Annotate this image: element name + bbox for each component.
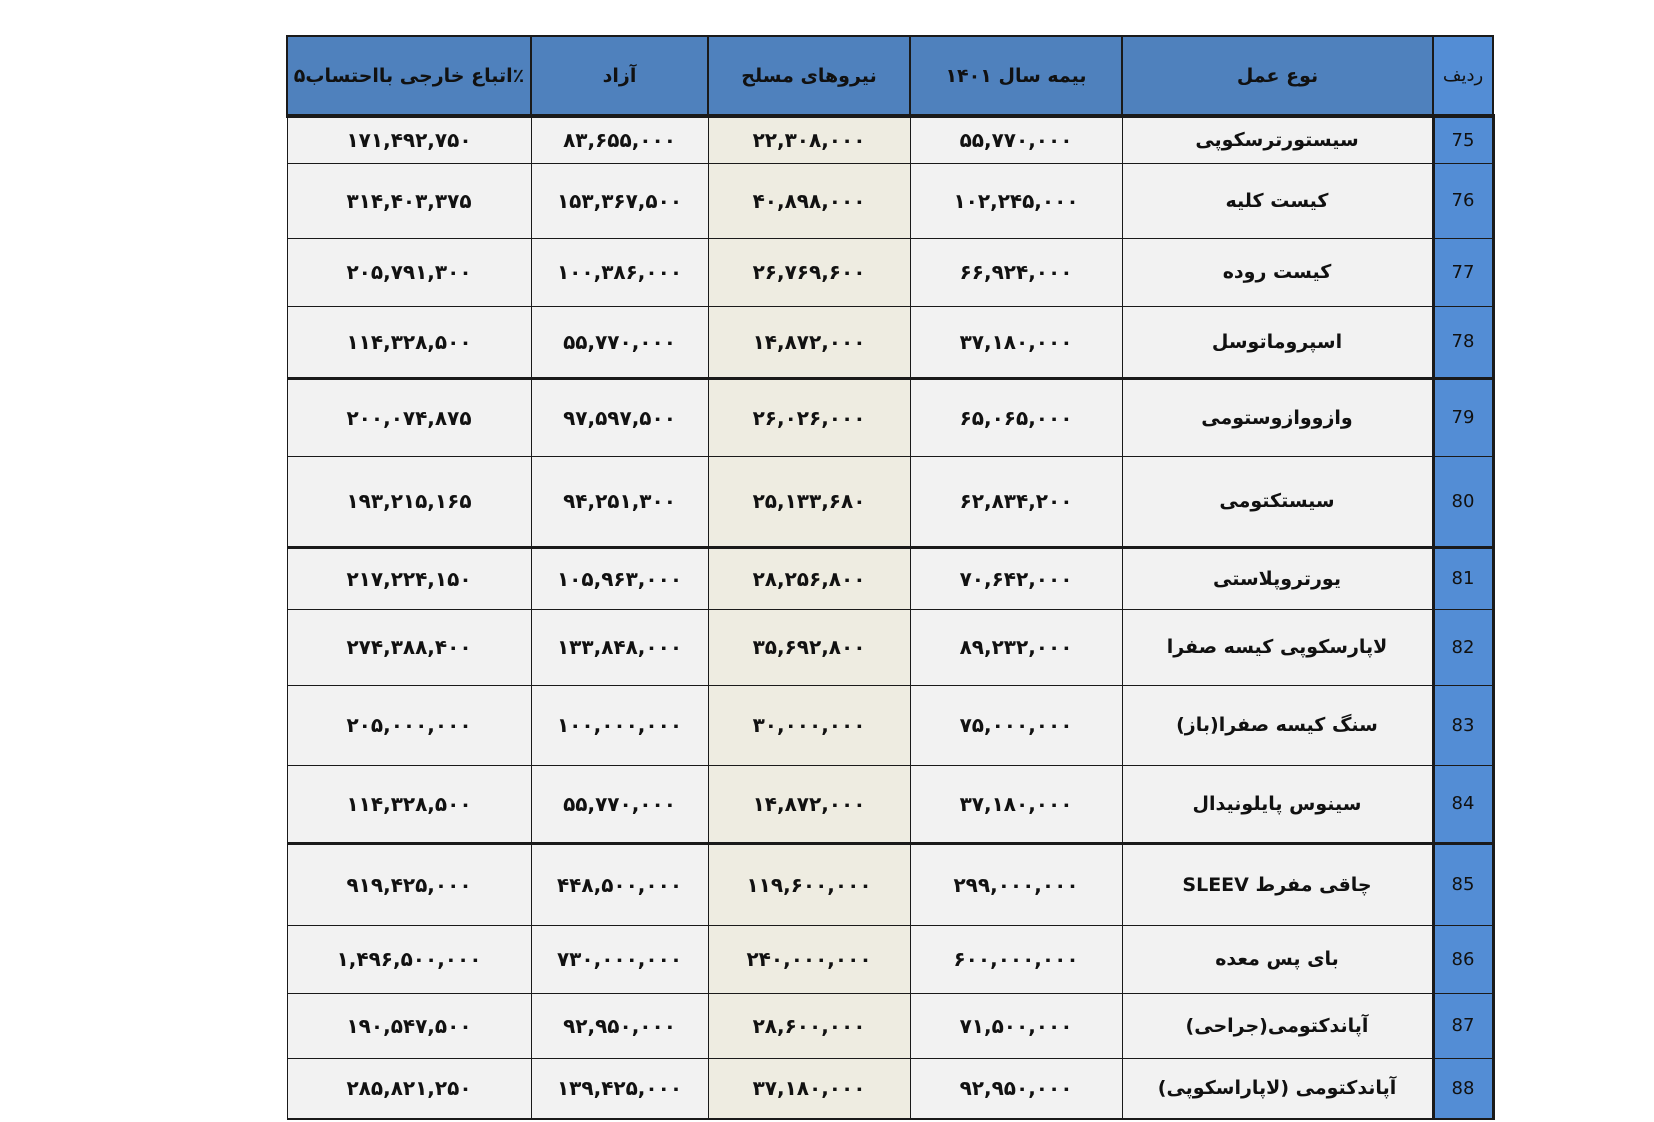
table-row <box>287 456 1493 547</box>
cell-row-no: 75 <box>1433 116 1493 163</box>
cell-foreign: ۱,۴۹۶,۵۰۰,۰۰۰ <box>287 925 531 993</box>
cell-procedure: سنگ کیسه صفرا(باز) <box>1122 685 1433 765</box>
cell-military: ۲۵,۱۳۳,۶۸۰ <box>708 456 910 547</box>
cell-free: ۱۰۰,۰۰۰,۰۰۰ <box>531 685 708 765</box>
cell-insurance: ۸۹,۲۳۲,۰۰۰ <box>910 609 1122 685</box>
cell-insurance: ۷۰,۶۴۲,۰۰۰ <box>910 547 1122 609</box>
cell-procedure: سینوس پایلونیدال <box>1122 765 1433 843</box>
cell-procedure: سیستکتومی <box>1122 456 1433 547</box>
table-row <box>287 116 1493 163</box>
cell-row-no: 84 <box>1433 765 1493 843</box>
cell-foreign: ۲۰۵,۰۰۰,۰۰۰ <box>287 685 531 765</box>
cell-foreign: ۱۹۳,۲۱۵,۱۶۵ <box>287 456 531 547</box>
cell-foreign: ۱۹۰,۵۴۷,۵۰۰ <box>287 993 531 1058</box>
cell-military: ۲۶,۰۲۶,۰۰۰ <box>708 378 910 456</box>
header-procedure: نوع عمل <box>1122 36 1433 116</box>
table-row <box>287 547 1493 609</box>
cell-military: ۲۶,۷۶۹,۶۰۰ <box>708 238 910 306</box>
cell-foreign: ۱۱۴,۳۲۸,۵۰۰ <box>287 765 531 843</box>
cell-foreign: ۱۱۴,۳۲۸,۵۰۰ <box>287 306 531 378</box>
cell-foreign: ۲۱۷,۲۲۴,۱۵۰ <box>287 547 531 609</box>
cell-insurance: ۳۷,۱۸۰,۰۰۰ <box>910 765 1122 843</box>
cell-row-no: 82 <box>1433 609 1493 685</box>
cell-row-no: 77 <box>1433 238 1493 306</box>
cell-procedure: وازووازوستومی <box>1122 378 1433 456</box>
cell-free: ۴۴۸,۵۰۰,۰۰۰ <box>531 843 708 925</box>
cell-procedure: بای پس معده <box>1122 925 1433 993</box>
cell-military: ۳۰,۰۰۰,۰۰۰ <box>708 685 910 765</box>
cell-foreign: ۲۰۰,۰۷۴,۸۷۵ <box>287 378 531 456</box>
cell-free: ۱۵۳,۳۶۷,۵۰۰ <box>531 163 708 238</box>
table-row <box>287 609 1493 685</box>
cell-row-no: 81 <box>1433 547 1493 609</box>
cell-procedure: آپاندکتومی (لاپاراسکوپی) <box>1122 1058 1433 1119</box>
cell-free: ۱۰۰,۳۸۶,۰۰۰ <box>531 238 708 306</box>
cell-row-no: 80 <box>1433 456 1493 547</box>
cell-insurance: ۵۵,۷۷۰,۰۰۰ <box>910 116 1122 163</box>
cell-procedure: سیستورترسکوپی <box>1122 116 1433 163</box>
cell-military: ۴۰,۸۹۸,۰۰۰ <box>708 163 910 238</box>
cell-foreign: ۱۷۱,۴۹۲,۷۵۰ <box>287 116 531 163</box>
cell-insurance: ۷۱,۵۰۰,۰۰۰ <box>910 993 1122 1058</box>
table-row <box>287 1058 1493 1119</box>
tariff-table <box>286 35 1495 1120</box>
cell-foreign: ۳۱۴,۴۰۳,۳۷۵ <box>287 163 531 238</box>
cell-procedure: کیست کلیه <box>1122 163 1433 238</box>
header-row <box>287 36 1493 116</box>
cell-free: ۹۲,۹۵۰,۰۰۰ <box>531 993 708 1058</box>
cell-military: ۱۴,۸۷۲,۰۰۰ <box>708 306 910 378</box>
cell-row-no: 78 <box>1433 306 1493 378</box>
cell-procedure: چاقی مفرط SLEEV <box>1122 843 1433 925</box>
cell-free: ۱۳۳,۸۴۸,۰۰۰ <box>531 609 708 685</box>
cell-foreign: ۹۱۹,۴۲۵,۰۰۰ <box>287 843 531 925</box>
table-row <box>287 378 1493 456</box>
cell-row-no: 85 <box>1433 843 1493 925</box>
cell-free: ۵۵,۷۷۰,۰۰۰ <box>531 306 708 378</box>
cell-foreign: ۲۰۵,۷۹۱,۳۰۰ <box>287 238 531 306</box>
cell-free: ۱۰۵,۹۶۳,۰۰۰ <box>531 547 708 609</box>
cell-procedure: لاپارسکوپی کیسه صفرا <box>1122 609 1433 685</box>
cell-insurance: ۲۹۹,۰۰۰,۰۰۰ <box>910 843 1122 925</box>
table-row <box>287 765 1493 843</box>
cell-military: ۱۴,۸۷۲,۰۰۰ <box>708 765 910 843</box>
cell-military: ۳۵,۶۹۲,۸۰۰ <box>708 609 910 685</box>
cell-row-no: 87 <box>1433 993 1493 1058</box>
cell-insurance: ۳۷,۱۸۰,۰۰۰ <box>910 306 1122 378</box>
cell-row-no: 86 <box>1433 925 1493 993</box>
cell-procedure: یورتروپلاستی <box>1122 547 1433 609</box>
cell-foreign: ۲۸۵,۸۲۱,۲۵۰ <box>287 1058 531 1119</box>
cell-procedure: اسپروماتوسل <box>1122 306 1433 378</box>
table-row <box>287 306 1493 378</box>
cell-row-no: 83 <box>1433 685 1493 765</box>
cell-military: ۳۷,۱۸۰,۰۰۰ <box>708 1058 910 1119</box>
cell-military: ۱۱۹,۶۰۰,۰۰۰ <box>708 843 910 925</box>
table-row <box>287 685 1493 765</box>
cell-foreign: ۲۷۴,۳۸۸,۴۰۰ <box>287 609 531 685</box>
table-row <box>287 993 1493 1058</box>
cell-procedure: آپاندکتومی(جراحی) <box>1122 993 1433 1058</box>
header-military: نیروهای مسلح <box>708 36 910 116</box>
cell-insurance: ۱۰۲,۲۴۵,۰۰۰ <box>910 163 1122 238</box>
cell-free: ۹۴,۲۵۱,۳۰۰ <box>531 456 708 547</box>
cell-insurance: ۷۵,۰۰۰,۰۰۰ <box>910 685 1122 765</box>
cell-insurance: ۶۰۰,۰۰۰,۰۰۰ <box>910 925 1122 993</box>
cell-insurance: ۶۶,۹۲۴,۰۰۰ <box>910 238 1122 306</box>
cell-row-no: 88 <box>1433 1058 1493 1119</box>
cell-row-no: 76 <box>1433 163 1493 238</box>
header-insurance: بیمه سال ۱۴۰۱ <box>910 36 1122 116</box>
table-row <box>287 843 1493 925</box>
cell-free: ۸۳,۶۵۵,۰۰۰ <box>531 116 708 163</box>
cell-insurance: ۹۲,۹۵۰,۰۰۰ <box>910 1058 1122 1119</box>
header-foreign: اتباع خارجی بااحتساب۵٪ <box>287 36 531 116</box>
cell-military: ۲۲,۳۰۸,۰۰۰ <box>708 116 910 163</box>
table-row <box>287 163 1493 238</box>
cell-insurance: ۶۲,۸۳۴,۲۰۰ <box>910 456 1122 547</box>
cell-free: ۷۳۰,۰۰۰,۰۰۰ <box>531 925 708 993</box>
cell-procedure: کیست روده <box>1122 238 1433 306</box>
cell-free: ۵۵,۷۷۰,۰۰۰ <box>531 765 708 843</box>
cell-military: ۲۸,۶۰۰,۰۰۰ <box>708 993 910 1058</box>
cell-free: ۹۷,۵۹۷,۵۰۰ <box>531 378 708 456</box>
table-row <box>287 238 1493 306</box>
cell-military: ۲۸,۲۵۶,۸۰۰ <box>708 547 910 609</box>
cell-row-no: 79 <box>1433 378 1493 456</box>
cell-free: ۱۳۹,۴۲۵,۰۰۰ <box>531 1058 708 1119</box>
cell-military: ۲۴۰,۰۰۰,۰۰۰ <box>708 925 910 993</box>
header-free: آزاد <box>531 36 708 116</box>
header-row-no: ردیف <box>1433 36 1493 116</box>
cell-insurance: ۶۵,۰۶۵,۰۰۰ <box>910 378 1122 456</box>
table-row <box>287 925 1493 993</box>
